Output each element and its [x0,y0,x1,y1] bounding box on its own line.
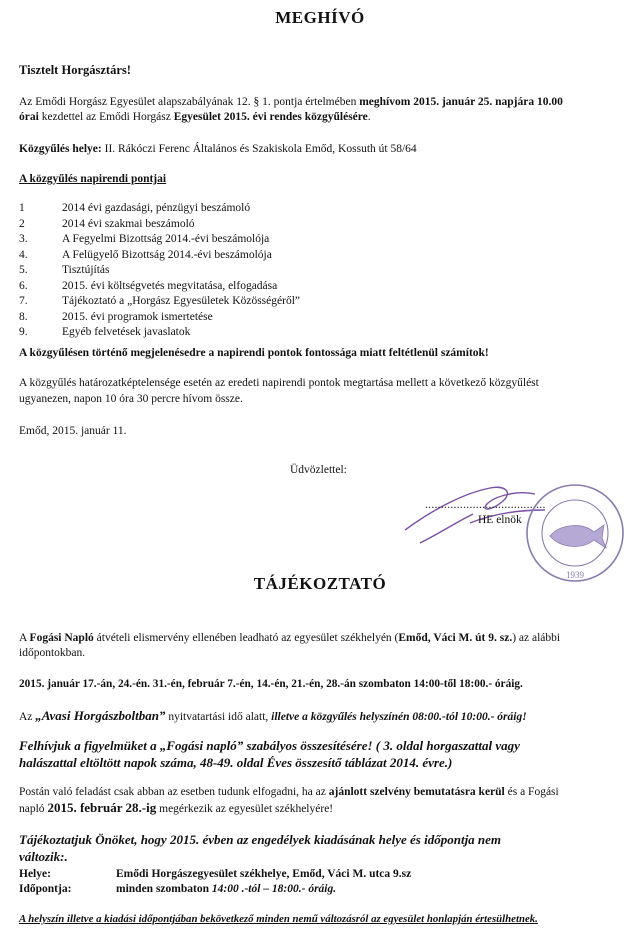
agenda-item-text: 2014 évi szakmai beszámoló [62,217,195,230]
agenda-item-text: Tisztújítás [62,264,110,276]
handover-dates: 2015. január 17.-án, 24.-én. 31.-én, február 7.-én, 14.-én, 21.-én, 28.-án szombaton 14:00-től 18:00.- óráig. [19,678,523,690]
shop-text-c: nyitvatartási idő alatt, [165,711,272,723]
agenda-item-number: 4. [19,248,28,261]
shop-name: „Avasi Horgászboltban” [35,708,166,723]
intro-text-f: . [367,111,371,123]
agenda-item-number: 7. [19,295,28,307]
intro-meeting-bold: Egyesület 2015. évi rendes közgyűlésére [173,111,368,123]
intro-date-bold: meghívom 2015. január 25. napjára 10.00 [359,96,563,108]
time-value-a: minden szombaton [116,883,212,895]
date-line: Emőd, 2015. január 11. [19,425,127,437]
agenda-item-number: 5. [19,264,28,276]
agenda-item-text: Tájékoztató a „Horgász Egyesületek Közösségéről” [62,295,300,307]
time-value-b: 14:00 .-tól – 18:00.- óráig. [211,883,337,895]
venue-text: II. Rákóczi Ferenc Általános és Szakiskola Emőd, Kossuth út 58/64 [101,143,417,155]
venue-label: Közgyűlés helye: [19,143,102,155]
agenda-item-number: 1 [19,202,25,214]
agenda-item-number: 3. [19,233,28,245]
stamp-year: 1939 [566,570,584,580]
quorum-line-1: A közgyűlés határozatképtelensége esetén az eredeti napirendi pontok megtartása mellett a következő közgyűlést [19,377,539,389]
shop-hours: illetve a közgyűlés helyszínén 08:00.-tól 10:00.- óráig! [271,711,527,723]
attention-line-2: halászattal eltöltött napok száma, 48-49. oldal Éves összesítő táblázat 2014. évre.) [19,755,453,770]
postal-text-c: és a Fogási [504,786,559,798]
agenda-heading: A közgyűlés napirendi pontjai [19,173,167,185]
postal-text-a: Postán való feladást csak abban az esetben tudunk elfogadni, ha az [19,786,329,798]
time-label: Időpontja: [19,883,72,895]
intro-hour-bold: órai [19,111,39,123]
logbook-text-c: átvételi elismervény ellenében leadható az egyesület székhelyén ( [93,632,399,644]
information-title: TÁJÉKOZTATÓ [253,574,387,593]
agenda-item-text: 2015. évi költségvetés megvitatása, elfogadása [62,279,278,292]
place-value: Emődi Horgászegyesület székhelye, Emőd, Váci M. utca 9.sz [116,868,412,880]
agenda-item-text: Egyéb felvetések javaslatok [62,326,191,338]
postal-text-d: napló [19,803,48,815]
agenda-item-number: 8. [19,310,28,323]
intro-text-d: kezdettel az Emődi Horgász [38,111,174,123]
agenda-item-number: 6. [19,279,28,292]
agenda-item-text: 2015. évi programok ismertetése [62,310,213,323]
permit-line-1: Tájékoztatjuk Önöket, hogy 2015. évben az engedélyek kiadásának helye és időpontja nem [19,832,502,847]
logbook-paragraph [19,631,634,661]
closing-text: Üdvözlettel: [290,464,347,476]
permit-line-2: változik:. [19,849,68,864]
signer-title: HE elnök [478,514,522,526]
place-label: Helye: [19,868,51,880]
signature-dots: ...................................... [425,499,546,511]
logbook-name: Fogási Napló [29,632,94,644]
venue-line [19,142,417,157]
association-stamp [520,478,630,588]
postal-text-f: megérkezik az egyesület székhelyére! [156,803,334,815]
logbook-text-e: ) az alábbi [512,632,561,644]
postal-receipt: ajánlott szelvény bemutatásra kerül [328,786,505,798]
agenda-item-number: 9. [19,326,28,338]
time-value [116,882,336,897]
intro-paragraph [19,95,629,125]
logbook-address: Emőd, Váci M. út 9. sz. [398,632,513,644]
agenda-item-text: A Felügyelő Bizottság 2014.-évi beszámolója [62,248,272,261]
agenda-item-text: A Fegyelmi Bizottság 2014.-évi beszámolója [62,233,270,245]
shop-text-a: Az [19,711,36,723]
intro-text-a: Az Emődi Horgász Egyesület alapszabályának 12. § 1. pontja értelmében [19,96,360,108]
agenda-item-text: 2014 évi gazdasági, pénzügyi beszámoló [62,202,251,214]
agenda-item-number: 2 [19,217,25,230]
footer-note: A helyszín illetve a kiadási időpontjában bekövetkező minden nemű változásról az egyesület honlapján értesülhetnek. [19,913,538,925]
quorum-line-2: ugyanezen, napon 10 óra 30 percre hívom össze. [19,393,243,405]
shop-line [19,708,527,725]
invitation-title: MEGHÍVÓ [275,8,365,27]
postal-deadline: 2015. február 28.-ig [47,800,157,815]
attention-line-1: Felhívjuk a figyelmüket a „Fogási napló” szabályos összesítésére! ( 3. oldal horgaszattal vagy [19,738,520,753]
postal-paragraph [19,785,634,817]
logbook-text-f: időpontokban. [19,647,86,659]
logbook-text-a: A [19,632,30,644]
greeting: Tisztelt Horgásztárs! [19,63,131,77]
attendance-note: A közgyűlésen történő megjelenésedre a napirendi pontok fontossága miatt feltétlenül számítok! [19,347,489,359]
